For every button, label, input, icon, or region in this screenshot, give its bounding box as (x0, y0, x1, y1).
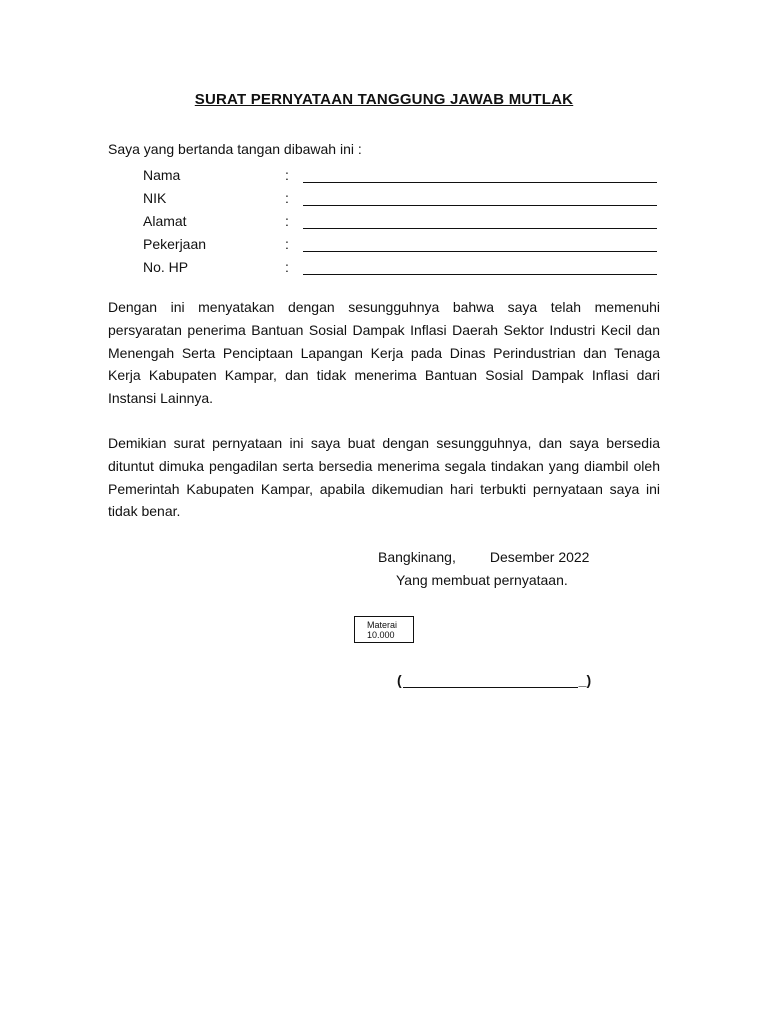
document-title: SURAT PERNYATAAN TANGGUNG JAWAB MUTLAK (194, 91, 574, 108)
field-colon: : (285, 212, 289, 229)
field-label: NIK (143, 189, 167, 206)
field-label: Nama (143, 166, 181, 183)
signer-label: Yang membuat pernyataan. (396, 572, 568, 588)
field-row-pekerjaan (143, 232, 663, 255)
materai-label: Materai (367, 620, 398, 630)
place-text: Bangkinang, (378, 549, 456, 565)
fill-in-line (303, 169, 657, 183)
fill-in-line (303, 215, 657, 229)
signature-blank (403, 673, 578, 688)
field-colon: : (285, 166, 289, 183)
statement-paragraph: Dengan ini menyatakan dengan sesungguhnya bahwa saya telah memenuhi persyaratan penerima Bantuan Sosial Dampak Inflasi Daerah Sektor Industri Kecil dan Menengah Serta Penciptaan Lapangan Kerja pada Dinas Perindustrian dan Tenaga Kerja Kabupaten Kampar, dan tidak menerima Bantuan Sosial Dampak Inflasi dari Instansi Lainnya. (108, 299, 660, 407)
field-label: No. HP (143, 258, 189, 275)
field-colon: : (285, 258, 289, 275)
fill-in-line (303, 192, 657, 206)
field-row-alamat (143, 209, 663, 232)
field-label: Pekerjaan (143, 235, 207, 252)
materai-stamp-box (354, 616, 414, 643)
identity-fields (143, 163, 663, 278)
place-date (378, 549, 589, 565)
fill-in-line (303, 238, 657, 252)
signature-line (397, 672, 591, 688)
field-colon: : (285, 189, 289, 206)
field-colon: : (285, 235, 289, 252)
field-row-no-hp (143, 255, 663, 278)
closing-paragraph: Demikian surat pernyataan ini saya buat dengan sesungguhnya, dan saya bersedia dituntut dimuka pengadilan serta bersedia menerima segala tindakan yang diambil oleh Pemerintah Kabupaten Kampar, apabila dikemudian hari terbukti pernyataan saya ini tidak benar. (108, 435, 660, 520)
field-label: Alamat (143, 212, 187, 229)
intro-text: Saya yang bertanda tangan dibawah ini : (108, 141, 362, 157)
materai-value: 10.000 (367, 630, 395, 640)
date-text: Desember 2022 (489, 549, 590, 565)
field-row-nama (143, 163, 663, 186)
signature-close-paren: _) (578, 672, 592, 688)
signature-open-paren: ( (397, 672, 402, 688)
field-row-nik (143, 186, 663, 209)
fill-in-line (303, 261, 657, 275)
